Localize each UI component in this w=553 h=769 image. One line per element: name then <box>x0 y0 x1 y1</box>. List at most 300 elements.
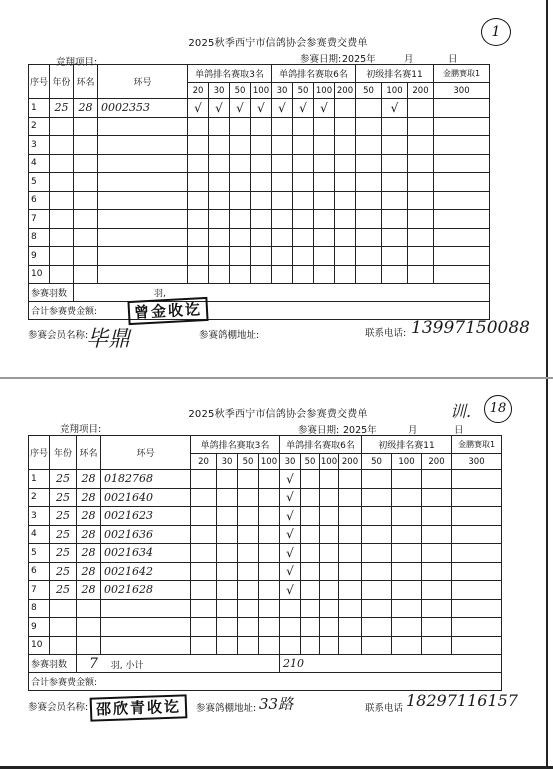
subheader: 100 <box>259 454 280 470</box>
fee-cell <box>408 99 434 118</box>
row-seq: 6 <box>29 562 50 581</box>
fee-cell <box>272 247 293 266</box>
fee-cell <box>209 265 230 284</box>
row-year <box>50 117 74 136</box>
fee-cell <box>434 210 490 229</box>
row-year <box>50 210 74 229</box>
row-ring-name: 28 <box>77 470 101 489</box>
fee-cell <box>335 173 356 192</box>
check-mark: √ <box>280 525 301 544</box>
page-edge <box>546 0 548 769</box>
fee-cell <box>238 599 259 618</box>
fee-cell <box>452 507 502 526</box>
subheader: 50 <box>238 454 259 470</box>
row-ring-no: 0021642 <box>101 562 191 581</box>
fee-cell <box>217 525 238 544</box>
fee-cell <box>320 525 339 544</box>
fee-cell <box>356 247 382 266</box>
fee-cell <box>408 154 434 173</box>
fee-cell <box>320 488 339 507</box>
table-row <box>29 599 502 618</box>
fee-cell <box>280 599 301 618</box>
fee-cell <box>434 191 490 210</box>
member-label: 参赛会员名称: <box>28 330 89 341</box>
row-ring-no: 0021623 <box>101 507 191 526</box>
row-ring-name <box>77 636 101 655</box>
fee-cell <box>335 154 356 173</box>
fee-cell <box>259 488 280 507</box>
col-group-top6: 单鸽排名赛取6名 <box>280 436 362 454</box>
date-label: 参赛日期: <box>300 54 342 65</box>
fee-cell <box>339 544 362 563</box>
row-seq: 2 <box>29 488 50 507</box>
table-row <box>29 247 490 266</box>
row-ring-name: 28 <box>77 525 101 544</box>
total-label: 合计参赛费金额: <box>29 673 502 691</box>
fee-cell <box>335 210 356 229</box>
fee-cell <box>314 191 335 210</box>
fee-cell <box>209 173 230 192</box>
fee-cell <box>191 618 217 637</box>
row-seq: 8 <box>29 599 50 618</box>
fee-cell <box>434 154 490 173</box>
fee-cell <box>251 117 272 136</box>
fee-cell <box>230 136 251 155</box>
row-year: 25 <box>50 581 77 600</box>
check-mark: √ <box>382 99 408 118</box>
fee-cell <box>217 488 238 507</box>
form-title: 2025秋季西宁市信鸽协会参赛费交费单 <box>188 38 368 49</box>
fee-cell <box>301 636 320 655</box>
col-ring-name: 环名 <box>74 65 98 99</box>
fee-cell <box>408 265 434 284</box>
row-seq: 9 <box>29 618 50 637</box>
fee-cell <box>422 581 452 600</box>
fee-cell <box>293 117 314 136</box>
col-ring-no: 环号 <box>98 65 188 99</box>
row-seq: 1 <box>29 470 50 489</box>
row-ring-no: 0021634 <box>101 544 191 563</box>
row-ring-no: 0021636 <box>101 525 191 544</box>
row-ring-no <box>98 228 188 247</box>
fee-cell <box>191 488 217 507</box>
subheader: 200 <box>422 454 452 470</box>
fee-cell <box>293 173 314 192</box>
fee-cell <box>452 470 502 489</box>
row-seq: 10 <box>29 265 50 284</box>
fee-cell <box>188 154 209 173</box>
row-ring-no: 0182768 <box>101 470 191 489</box>
fee-cell <box>272 117 293 136</box>
fee-cell <box>434 99 490 118</box>
subheader: 300 <box>452 454 502 470</box>
fee-cell <box>191 525 217 544</box>
member-signature: 毕鼎 <box>86 327 131 352</box>
fee-cell <box>335 117 356 136</box>
paid-stamp: 邵欣青收讫 <box>90 694 188 721</box>
entry-table <box>28 64 490 320</box>
fee-cell <box>259 507 280 526</box>
fee-cell <box>301 525 320 544</box>
fee-cell <box>188 117 209 136</box>
row-ring-no <box>101 618 191 637</box>
subheader: 50 <box>301 454 320 470</box>
fee-cell <box>209 247 230 266</box>
date-year: 2025年 <box>342 54 376 65</box>
fee-cell <box>422 618 452 637</box>
col-group-golden: 金鹏赛取1 <box>434 65 490 83</box>
row-seq: 3 <box>29 507 50 526</box>
fee-cell <box>259 618 280 637</box>
fee-cell <box>238 507 259 526</box>
fee-cell <box>320 636 339 655</box>
fee-cell <box>314 154 335 173</box>
row-ring-name <box>77 618 101 637</box>
fee-cell <box>238 488 259 507</box>
row-ring-no <box>98 154 188 173</box>
member-label: 参赛会员名称: <box>28 702 89 713</box>
fee-cell <box>320 599 339 618</box>
fee-cell <box>335 99 356 118</box>
fee-cell <box>188 173 209 192</box>
check-mark: √ <box>314 99 335 118</box>
fee-cell <box>392 581 422 600</box>
row-ring-name: 28 <box>77 488 101 507</box>
fee-cell <box>335 191 356 210</box>
fee-cell <box>408 173 434 192</box>
table-row <box>29 636 502 655</box>
row-year <box>50 191 74 210</box>
fee-cell <box>335 247 356 266</box>
fee-cell <box>356 210 382 229</box>
col-year: 年份 <box>50 65 74 99</box>
table-row <box>29 228 490 247</box>
month-label: 月 <box>404 54 414 65</box>
table-row <box>29 117 490 136</box>
fee-cell <box>217 618 238 637</box>
fee-cell <box>191 507 217 526</box>
fee-cell <box>434 136 490 155</box>
fee-cell <box>272 154 293 173</box>
fee-cell <box>320 562 339 581</box>
fee-cell <box>272 191 293 210</box>
table-row <box>29 191 490 210</box>
row-ring-name: 28 <box>74 99 98 118</box>
row-year <box>50 154 74 173</box>
fee-cell <box>314 210 335 229</box>
subheader: 100 <box>392 454 422 470</box>
fee-cell <box>230 117 251 136</box>
fee-cell <box>251 210 272 229</box>
row-year: 25 <box>50 525 77 544</box>
fee-cell <box>382 117 408 136</box>
check-mark: √ <box>280 470 301 489</box>
row-ring-name: 28 <box>77 544 101 563</box>
fee-cell <box>362 618 392 637</box>
fee-cell <box>452 544 502 563</box>
row-ring-no: 0002353 <box>98 99 188 118</box>
subheader: 30 <box>280 454 301 470</box>
fee-cell <box>251 136 272 155</box>
table-body <box>29 470 502 655</box>
fee-cell <box>259 636 280 655</box>
row-ring-name <box>74 265 98 284</box>
fee-cell <box>238 525 259 544</box>
fee-cell <box>301 488 320 507</box>
fee-cell <box>392 470 422 489</box>
fee-cell <box>452 599 502 618</box>
fee-cell <box>209 136 230 155</box>
fee-cell <box>434 265 490 284</box>
col-group-top6: 单鸽排名赛取6名 <box>272 65 356 83</box>
fee-cell <box>188 136 209 155</box>
fee-cell <box>188 265 209 284</box>
fee-cell <box>301 507 320 526</box>
fee-cell <box>209 117 230 136</box>
phone-value: 13997150088 <box>411 318 530 338</box>
table-row <box>29 581 502 600</box>
row-seq: 2 <box>29 117 50 136</box>
table-row <box>29 210 490 229</box>
row-seq: 1 <box>29 99 50 118</box>
check-mark: √ <box>280 581 301 600</box>
fee-cell <box>382 210 408 229</box>
fee-cell <box>382 154 408 173</box>
fee-cell <box>191 470 217 489</box>
row-seq: 10 <box>29 636 50 655</box>
fee-cell <box>301 470 320 489</box>
row-ring-no <box>98 191 188 210</box>
fee-cell <box>434 247 490 266</box>
fee-cell <box>238 544 259 563</box>
check-mark: √ <box>293 99 314 118</box>
fee-cell <box>188 210 209 229</box>
subheader: 50 <box>362 454 392 470</box>
fee-cell <box>238 562 259 581</box>
fee-cell <box>251 265 272 284</box>
fee-cell <box>314 117 335 136</box>
fee-cell <box>251 247 272 266</box>
row-ring-no <box>101 599 191 618</box>
fee-cell <box>335 136 356 155</box>
fee-cell <box>382 173 408 192</box>
row-ring-name: 28 <box>77 581 101 600</box>
fee-cell <box>188 191 209 210</box>
row-seq: 8 <box>29 228 50 247</box>
fee-cell <box>362 470 392 489</box>
fee-cell <box>382 265 408 284</box>
corner-number: 18 <box>484 395 512 423</box>
check-mark: √ <box>230 99 251 118</box>
table-row <box>29 507 502 526</box>
row-year <box>50 599 77 618</box>
fee-cell <box>217 507 238 526</box>
fee-cell <box>259 470 280 489</box>
fee-cell <box>191 581 217 600</box>
fee-cell <box>301 581 320 600</box>
fee-cell <box>356 99 382 118</box>
fee-cell <box>293 247 314 266</box>
fee-cell <box>314 173 335 192</box>
fee-cell <box>238 581 259 600</box>
fee-cell <box>301 562 320 581</box>
fee-cell <box>392 636 422 655</box>
fee-form-1 <box>28 0 528 377</box>
phone-label: 联系电话: <box>365 328 407 339</box>
fee-cell <box>314 247 335 266</box>
fee-cell <box>339 470 362 489</box>
fee-cell <box>452 562 502 581</box>
fee-cell <box>452 618 502 637</box>
row-year <box>50 618 77 637</box>
row-year: 25 <box>50 99 74 118</box>
row-seq: 7 <box>29 581 50 600</box>
fee-cell <box>339 488 362 507</box>
fee-cell <box>382 136 408 155</box>
fee-cell <box>408 247 434 266</box>
subheader: 100 <box>320 454 339 470</box>
fee-cell <box>209 228 230 247</box>
fee-cell <box>452 488 502 507</box>
col-seq: 序号 <box>29 65 50 99</box>
event-label: 竞翔项目: <box>60 424 102 435</box>
table-row <box>29 488 502 507</box>
subheader: 20 <box>188 83 209 99</box>
fee-cell <box>356 117 382 136</box>
row-ring-name <box>74 117 98 136</box>
row-ring-name: 28 <box>77 507 101 526</box>
col-seq: 序号 <box>29 436 50 470</box>
col-group-top3: 单鸽排名赛取3名 <box>191 436 280 454</box>
fee-cell <box>259 562 280 581</box>
fee-cell <box>238 470 259 489</box>
check-mark: √ <box>280 562 301 581</box>
count-cell <box>74 284 490 302</box>
table-row <box>29 154 490 173</box>
fee-cell <box>356 191 382 210</box>
fee-cell <box>209 154 230 173</box>
check-mark: √ <box>188 99 209 118</box>
subheader: 50 <box>230 83 251 99</box>
subtotal-value: 210 <box>280 655 502 673</box>
fee-cell <box>392 599 422 618</box>
row-seq: 7 <box>29 210 50 229</box>
fee-form-2 <box>28 379 528 767</box>
row-ring-no: 0021640 <box>101 488 191 507</box>
row-ring-no: 0021628 <box>101 581 191 600</box>
fee-cell <box>191 636 217 655</box>
table-row <box>29 173 490 192</box>
row-seq: 5 <box>29 173 50 192</box>
col-group-junior: 初级排名赛11 <box>356 65 434 83</box>
table-row <box>29 544 502 563</box>
fee-cell <box>251 154 272 173</box>
row-ring-no <box>98 265 188 284</box>
fee-cell <box>293 136 314 155</box>
fee-cell <box>422 544 452 563</box>
fee-cell <box>335 265 356 284</box>
fee-cell <box>452 581 502 600</box>
subheader: 100 <box>251 83 272 99</box>
fee-cell <box>217 636 238 655</box>
fee-cell <box>382 228 408 247</box>
fee-cell <box>272 136 293 155</box>
col-group-junior: 初级排名赛11 <box>362 436 452 454</box>
row-year <box>50 136 74 155</box>
table-body <box>29 99 490 284</box>
count-unit: 羽, 小计 <box>110 660 144 671</box>
fee-cell <box>339 618 362 637</box>
fee-cell <box>301 618 320 637</box>
fee-cell <box>191 544 217 563</box>
fee-cell <box>272 210 293 229</box>
day-label: 日 <box>448 54 458 65</box>
fee-cell <box>230 154 251 173</box>
fee-cell <box>392 618 422 637</box>
date-year: 2025年 <box>343 425 377 436</box>
fee-cell <box>259 544 280 563</box>
fee-cell <box>422 562 452 581</box>
fee-cell <box>259 581 280 600</box>
loft-label: 参赛鸽棚地址: <box>196 703 257 714</box>
fee-cell <box>251 228 272 247</box>
check-mark: √ <box>280 507 301 526</box>
count-cell <box>77 655 280 673</box>
fee-cell <box>362 599 392 618</box>
fee-cell <box>362 507 392 526</box>
fee-cell <box>272 265 293 284</box>
fee-cell <box>422 599 452 618</box>
fee-cell <box>356 136 382 155</box>
fee-cell <box>356 154 382 173</box>
row-ring-no <box>98 117 188 136</box>
fee-cell <box>217 599 238 618</box>
fee-cell <box>362 544 392 563</box>
fee-cell <box>335 228 356 247</box>
row-seq: 3 <box>29 136 50 155</box>
col-year: 年份 <box>50 436 77 470</box>
row-seq: 6 <box>29 191 50 210</box>
fee-cell <box>408 210 434 229</box>
fee-cell <box>339 525 362 544</box>
day-label: 日 <box>454 425 464 436</box>
table-row <box>29 562 502 581</box>
fee-cell <box>293 228 314 247</box>
row-ring-name: 28 <box>77 562 101 581</box>
subheader: 100 <box>382 83 408 99</box>
row-year <box>50 247 74 266</box>
table-row <box>29 99 490 118</box>
fee-cell <box>382 247 408 266</box>
fee-cell <box>408 228 434 247</box>
row-ring-name <box>74 173 98 192</box>
subheader: 30 <box>209 83 230 99</box>
loft-value: 33路 <box>259 695 294 713</box>
fee-cell <box>362 488 392 507</box>
fee-cell <box>230 265 251 284</box>
date-label: 参赛日期: <box>298 425 340 436</box>
fee-cell <box>422 488 452 507</box>
check-mark: √ <box>209 99 230 118</box>
fee-cell <box>392 488 422 507</box>
event-label: 竞翔项目: <box>56 57 98 68</box>
row-ring-no <box>98 136 188 155</box>
count-value: 7 <box>89 655 98 672</box>
corner-number: 1 <box>481 18 511 46</box>
fee-cell <box>392 544 422 563</box>
fee-cell <box>392 507 422 526</box>
count-unit: 羽, <box>154 289 166 299</box>
